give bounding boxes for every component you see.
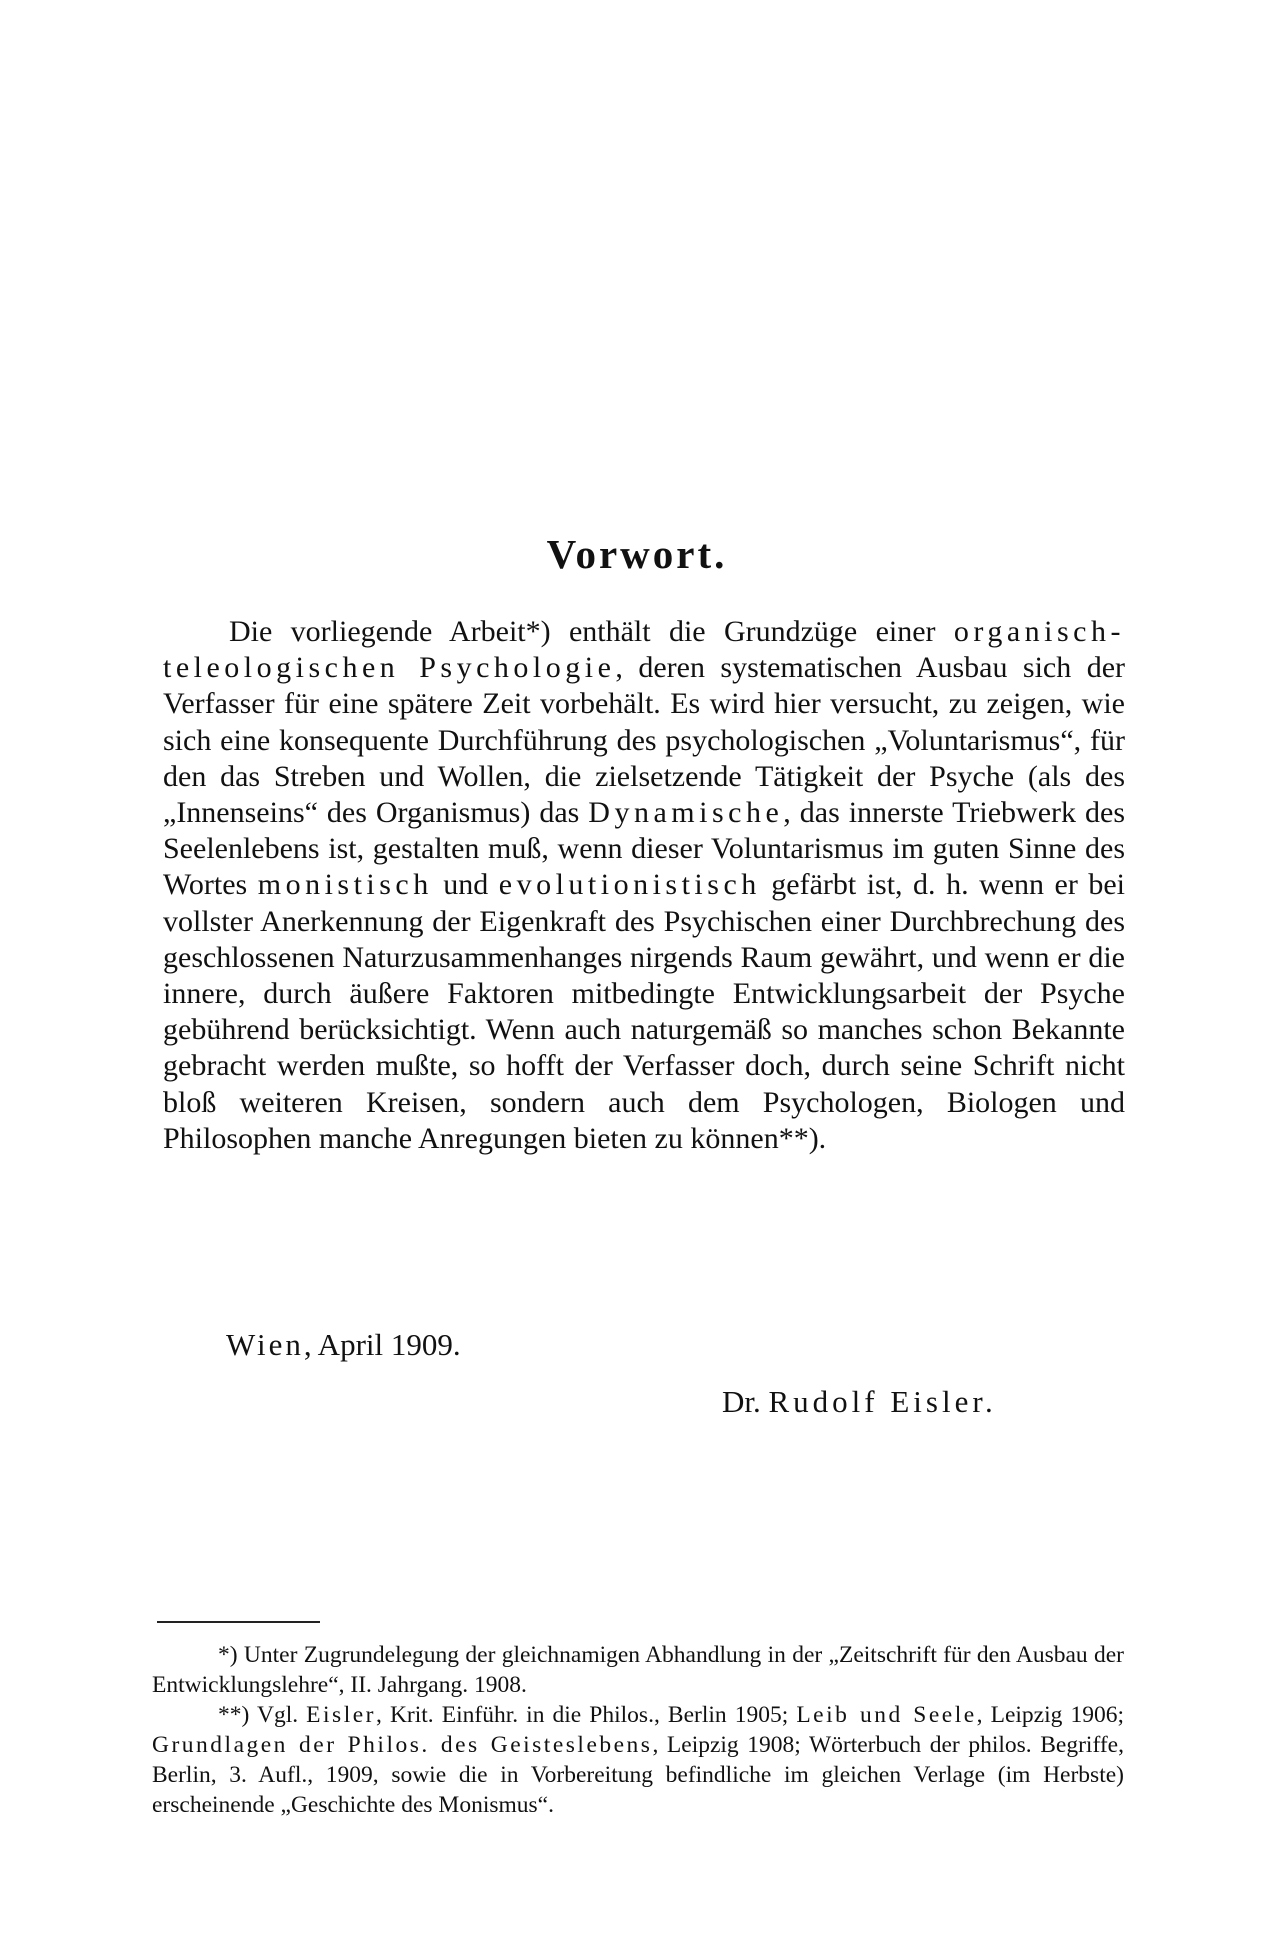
preface-text-5: gefärbt ist, d. h. wenn er bei vollster Anerkennung der Eigenkraft des Psychischen einer Durchbrechung des geschlossenen Naturzusammenhanges nirgends Raum gewährt, und wenn er die innere, durch äußere Faktoren mitbedingte Entwicklungsarbeit der Psyche gebührend berücksichtigt. Wenn auch naturgemäß so manches schon Bekannte gebracht werden mußte, so hofft der Verfasser doch, durch seine Schrift nicht bloß weiteren Kreisen, sondern auch dem Psychologen, Biologen und Philosophen manche Anregungen bieten zu können**). xyxy=(163,868,1126,1155)
footnote-2-work-2: Grundlagen der Philos. des Geisteslebens xyxy=(152,1732,653,1758)
emphasis-organic-teleological: organisch-teleologischen Psychologie xyxy=(163,615,1125,685)
footnote-2-prefix: **) Vgl. xyxy=(218,1702,307,1728)
page-title: Vorwort. xyxy=(546,531,728,577)
emphasis-dynamic: Dynamische xyxy=(588,796,784,830)
author-name: Rudolf Eisler. xyxy=(768,1384,997,1419)
footnote-2-author: Eisler xyxy=(306,1702,376,1728)
date: , April 1909. xyxy=(303,1327,461,1362)
footnotes xyxy=(152,1640,1124,1820)
footnote-2-text-2: , Leipzig 1906; xyxy=(976,1702,1124,1728)
emphasis-monistic: monistisch xyxy=(257,868,433,902)
place: Wien xyxy=(226,1327,304,1362)
preface-body xyxy=(163,614,1125,1157)
footnote-2 xyxy=(152,1700,1124,1820)
preface-text-2: , deren systematischen Ausbau sich der Verfasser für eine spätere Zeit vorbehält. Es wird hier versucht, zu zeigen, wie sich eine konsequente Durchführung des psychologischen „Voluntarismus“, für den das Streben und Wollen, die zielsetzende Tätigkeit der Psyche (als des „Innenseins“ des Organismus) das xyxy=(163,651,1125,830)
author-title: Dr. xyxy=(722,1384,769,1419)
preface-text-4: und xyxy=(432,868,499,902)
place-date xyxy=(226,1327,461,1363)
emphasis-evolutionistic: evolutionistisch xyxy=(498,868,761,902)
preface-text-3: , das innerste Triebwerk des Seelenlebens ist, gestalten muß, wenn dieser Voluntarismus im guten Sinne des Wortes xyxy=(163,796,1125,902)
footnote-divider xyxy=(157,1621,320,1623)
footnote-2-work-1: Leib und Seele xyxy=(796,1702,977,1728)
author-signature xyxy=(722,1384,997,1420)
footnote-1: *) Unter Zugrundelegung der gleichnamigen Abhandlung in der „Zeitschrift für den Ausbau der Entwicklungslehre“, II. Jahrgang. 1908. xyxy=(152,1642,1124,1698)
footnote-2-text-3: , Leipzig 1908; Wörterbuch der philos. Begriffe, Berlin, 3. Aufl., 1909, sowie die in Vorbereitung befindliche im gleichen Verlage (im Herbste) erscheinende „Geschichte des Monismus“. xyxy=(152,1732,1124,1818)
preface-paragraph xyxy=(163,614,1125,1157)
footnote-2-text-1: , Krit. Einführ. in die Philos., Berlin 1905; xyxy=(376,1702,797,1728)
preface-text-1: Die vorliegende Arbeit*) enthält die Grundzüge einer xyxy=(229,615,954,648)
